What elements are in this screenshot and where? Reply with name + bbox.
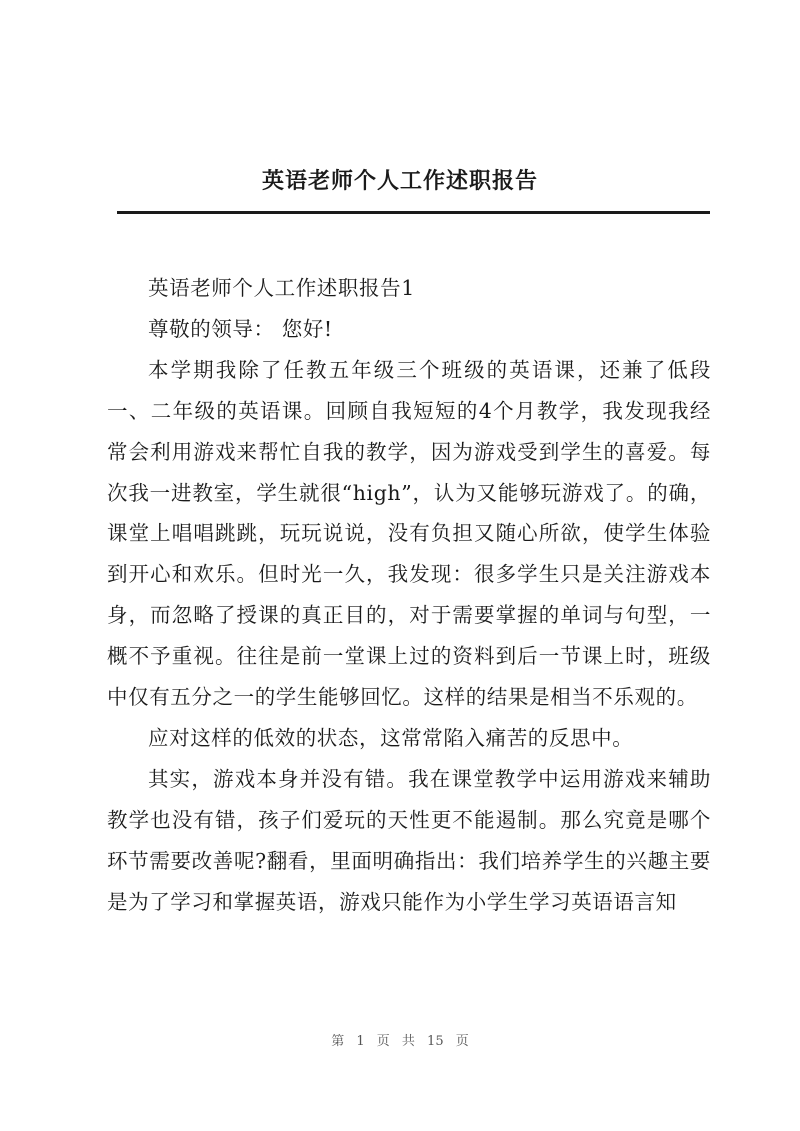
title-underline: [117, 211, 710, 214]
paragraph-1: 本学期我除了任教五年级三个班级的英语课，还兼了低段一、二年级的英语课。回顾自我短短的4个月教学，我发现我经常会利用游戏来帮忙自我的教学，因为游戏受到学生的喜爱。每次我一进教室，学生就很“high”，认为又能够玩游戏了。的确，课堂上唱唱跳跳，玩玩说说，没有负担又随心所欲，使学生体验到开心和欢乐。但时光一久，我发现：很多学生只是关注游戏本身，而忽略了授课的真正目的，对于需要掌握的单词与句型，一概不予重视。往往是前一堂课上过的资料到后一节课上时，班级中仅有五分之一的学生能够回忆。这样的结果是相当不乐观的。: [107, 357, 711, 710]
document-title: 英语老师个人工作述职报告: [261, 168, 538, 194]
paragraph-salutation: 尊敬的领导： 您好!: [148, 316, 333, 341]
paragraph-2: 应对这样的低效的状态，这常常陷入痛苦的反思中。: [148, 725, 634, 750]
paragraph-3: 其实，游戏本身并没有错。我在课堂教学中运用游戏来辅助教学也没有错，孩子们爱玩的天性更不能遏制。那么究竟是哪个环节需要改善呢?翻看，里面明确指出：我们培养学生的兴趣主要是为了学习和掌握英语，游戏只能作为小学生学习英语语言知: [107, 766, 711, 914]
document-body: [107, 268, 711, 923]
page-footer: 第 1 页 共 15 页: [331, 1034, 469, 1049]
paragraph-heading: 英语老师个人工作述职报告1: [148, 276, 415, 300]
